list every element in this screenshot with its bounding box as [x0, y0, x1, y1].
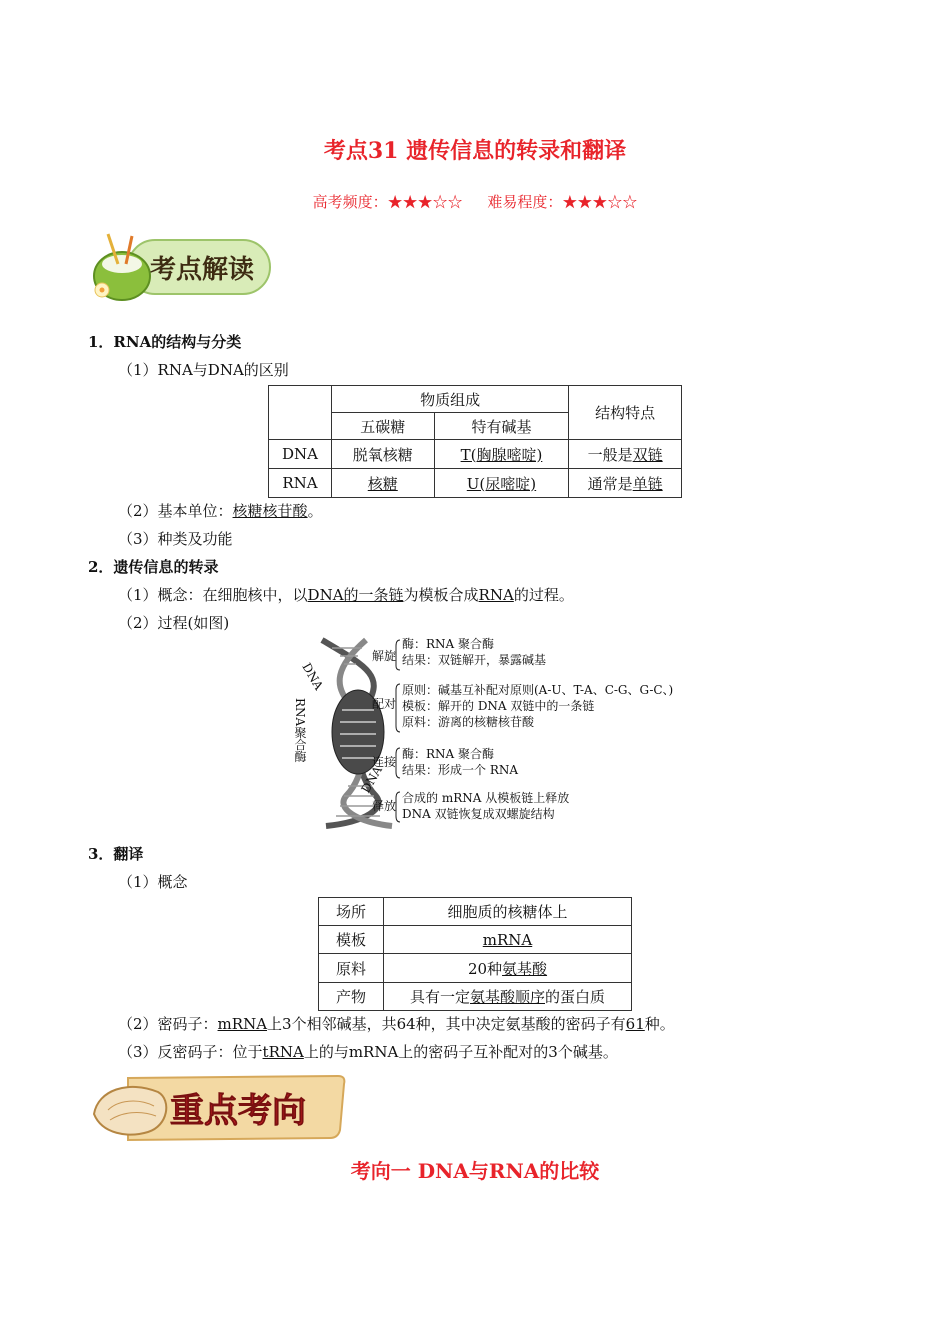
section2-heading: 2．遗传信息的转录 [88, 558, 219, 576]
cell-dna-name: DNA [269, 440, 332, 469]
difficulty-rating: 难易程度：★★★☆☆ [487, 193, 638, 211]
step2-a: 原则：碱基互补配对原则(A-U、T-A、C-G、G-C、) [402, 683, 674, 697]
step1-a: 酶：RNA 聚合酶 [402, 637, 495, 651]
section1-heading: 1．RNA的结构与分类 [88, 333, 242, 351]
cell-material-key: 原料 [319, 954, 384, 983]
transcription-diagram [293, 636, 674, 828]
cell-material-value: 20种氨基酸 [384, 954, 632, 983]
coconut-banner-graphic [88, 228, 274, 304]
dna-label-bottom: DNA [358, 763, 385, 796]
section1-item3: （3）种类及功能 [118, 530, 233, 548]
cell-place-value: 细胞质的核糖体上 [384, 898, 632, 926]
dna-label-top: DNA [299, 660, 326, 693]
step1-label: 解旋 [372, 649, 397, 663]
cell-rna-struct: 通常是单链 [569, 469, 682, 498]
cell-dna-sugar: 脱氧核糖 [331, 440, 434, 469]
step2-label: 配对 [372, 697, 397, 711]
cell-template-key: 模板 [319, 926, 384, 954]
cell-dna-base: T(胸腺嘧啶) [460, 445, 543, 464]
page-title: 考点31 遗传信息的转录和翻译 [323, 138, 627, 164]
cell-place-key: 场所 [319, 898, 384, 926]
cell-rna-name: RNA [269, 469, 332, 498]
step3-b: 结果：形成一个 RNA [402, 763, 519, 777]
section1-item1: （1）RNA与DNA的区别 [118, 361, 289, 379]
section2-item1: （1）概念：在细胞核中，以DNA的一条链为模板合成RNA的过程。 [118, 586, 574, 604]
section3-heading: 3．翻译 [88, 845, 144, 863]
section3-item2: （2）密码子：mRNA上3个相邻碱基，共64种，其中决定氨基酸的密码子有61种。 [118, 1015, 675, 1033]
rna-dna-table [268, 385, 682, 498]
step2-b: 模板：解开的 DNA 双链中的一条链 [402, 699, 595, 713]
enzyme-label: RNA聚合酶 [293, 698, 307, 763]
step2-c: 原料：游离的核糖核苷酸 [402, 715, 535, 729]
cell-product-value: 具有一定氨基酸顺序的蛋白质 [384, 983, 632, 1011]
frequency-rating: 高考频度：★★★☆☆ [312, 193, 463, 211]
step1-b: 结果：双链解开，暴露碱基 [402, 653, 547, 667]
step4-b: DNA 双链恢复成双螺旋结构 [402, 807, 555, 821]
cell-dna-struct: 一般是双链 [569, 440, 682, 469]
section2-item2: （2）过程(如图) [118, 614, 230, 632]
th-material: 物质组成 [331, 386, 568, 413]
step4-a: 合成的 mRNA 从模板链上释放 [402, 791, 570, 805]
step3-label: 连接 [372, 755, 397, 769]
step4-label: 释放 [372, 799, 397, 813]
section1-item2: （2）基本单位：核糖核苷酸。 [118, 502, 323, 520]
shell-banner-graphic [88, 1070, 350, 1144]
cell-rna-sugar: 核糖 [367, 474, 398, 493]
kaodian-jiedu-banner [88, 228, 274, 304]
zhongdian-kaoxiang-banner [88, 1070, 350, 1144]
section3-item3: （3）反密码子：位于tRNA上的与mRNA上的密码子互补配对的3个碱基。 [118, 1043, 618, 1061]
step3-a: 酶：RNA 聚合酶 [402, 747, 495, 761]
section-subheading: 考向一 DNA与RNA的比较 [350, 1159, 600, 1183]
cell-rna-base: U(尿嘧啶) [466, 474, 537, 493]
cell-product-key: 产物 [319, 983, 384, 1011]
translation-table [318, 897, 632, 1011]
rating-line [0, 191, 950, 212]
banner2-label: 重点考向 [170, 1091, 306, 1131]
th-struct: 结构特点 [569, 386, 682, 440]
th-base: 特有碱基 [434, 413, 569, 440]
banner1-label: 考点解读 [150, 255, 255, 285]
th-sugar: 五碳糖 [331, 413, 434, 440]
cell-template-value: mRNA [482, 930, 533, 949]
section3-item1: （1）概念 [118, 873, 188, 891]
